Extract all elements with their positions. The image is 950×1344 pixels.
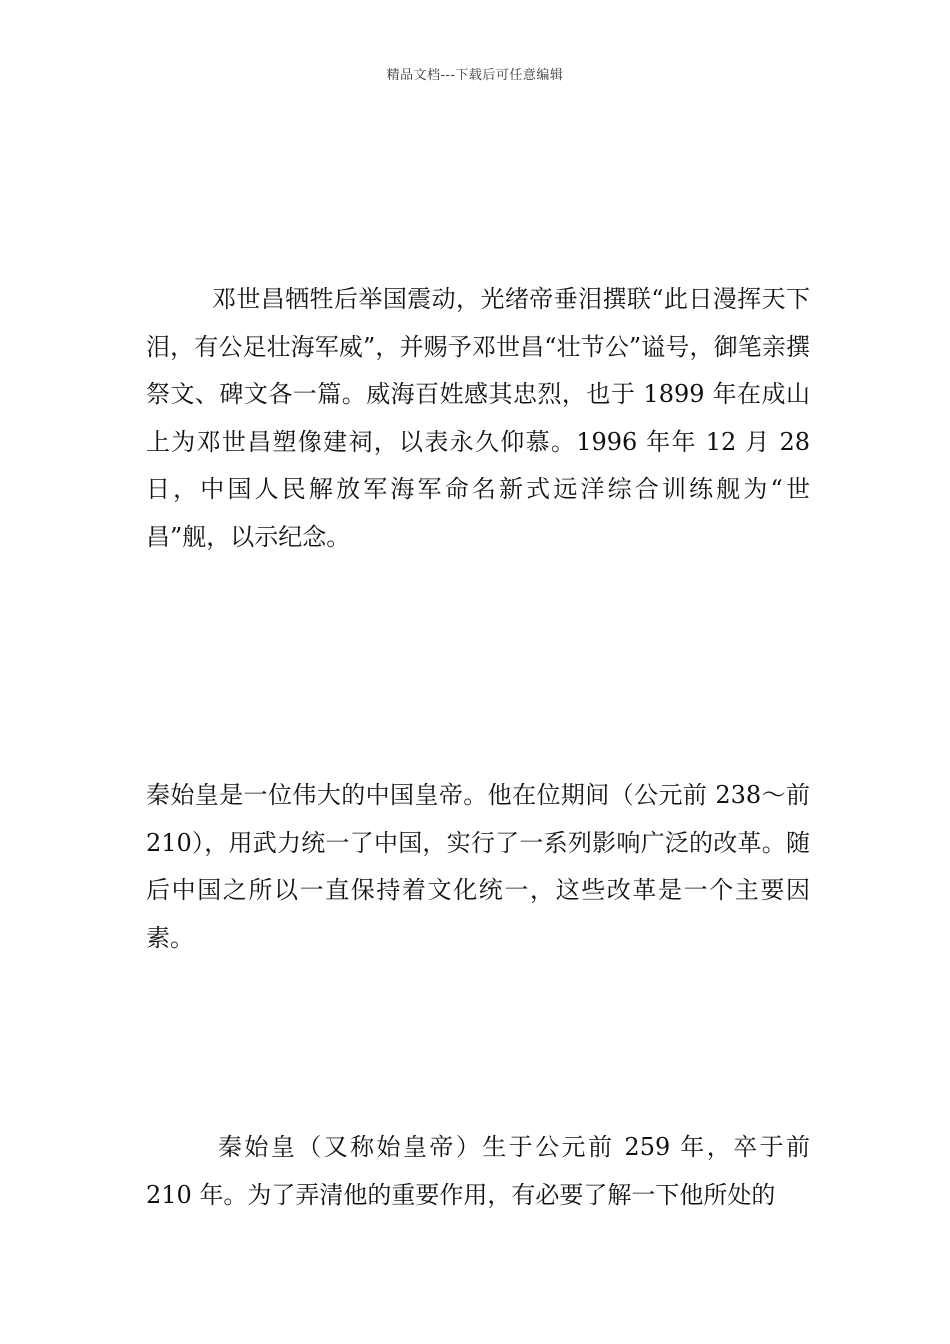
paragraph-qin-shihuang-intro: 秦始皇是一位伟大的中国皇帝。他在位期间（公元前 238～前 210），用武力统一了中国，实行了一系列影响广泛的改革。随后中国之所以一直保持着文化统一，这些改革是一个主要因素。 [146,781,810,952]
page-header: 精品文档---下载后可任意编辑 [386,68,564,83]
paragraph-deng-shichang: 邓世昌牺牲后举国震动，光绪帝垂泪撰联“此日漫挥天下泪，有公足壮海军威”，并赐予邓世昌“壮节公”谥号，御笔亲撰祭文、碑文各一篇。威海百姓感其忠烈，也于 1899 年在成山上为邓世昌塑像建祠，以表永久仰慕。1996 年年 12 月 28 日，中国人民解放军海军命名新式远洋综合训练舰为“世昌”舰，以示纪念。 [146,285,810,551]
paragraph-qin-shihuang-birth: 秦始皇（又称始皇帝）生于公元前 259 年，卒于前 210 年。为了弄清他的重要作用，有必要了解一下他所处的 [146,1133,810,1209]
